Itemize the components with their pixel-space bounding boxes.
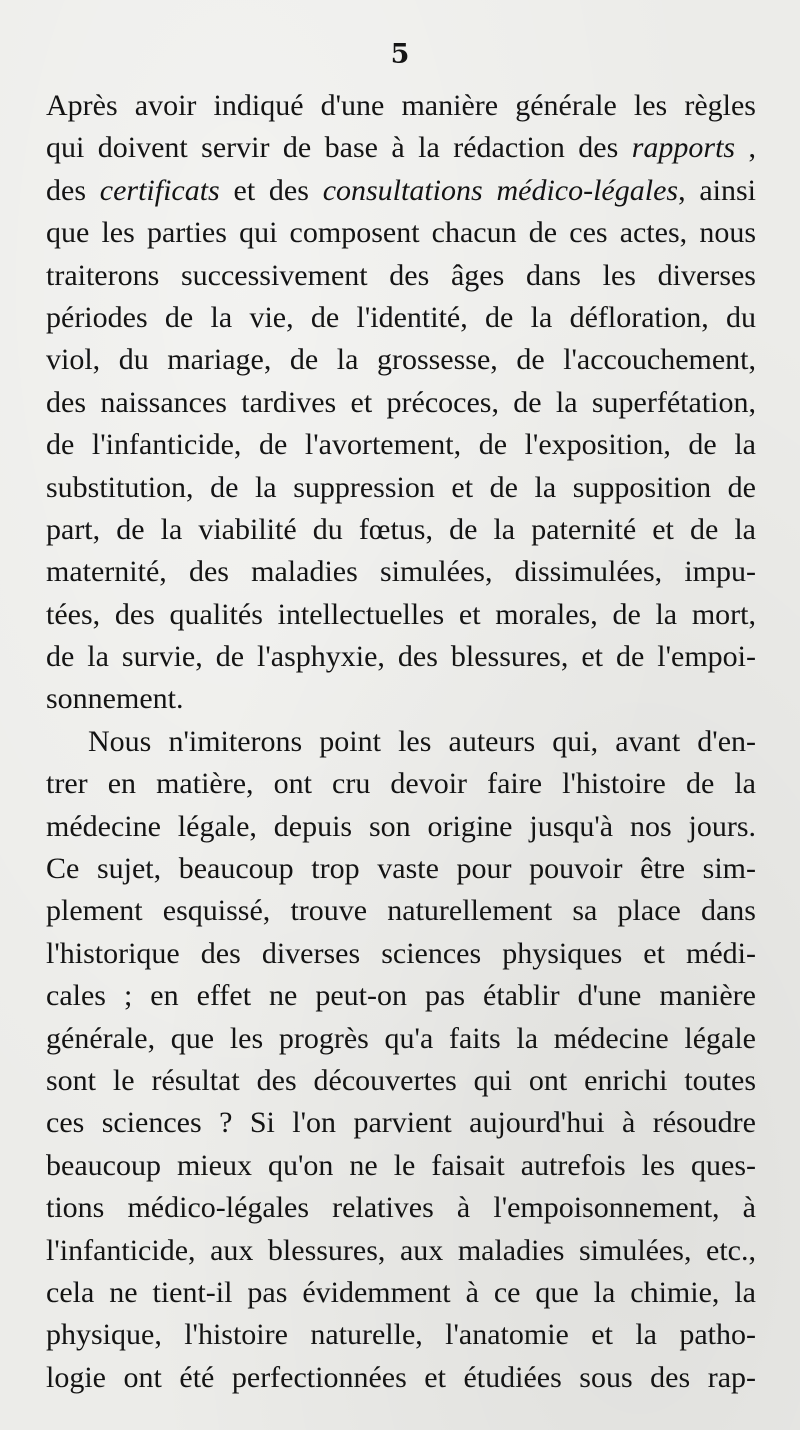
text-line: générale, que les progrès qu'a faits la médecine légale: [46, 1021, 756, 1055]
text-line: viol, du mariage, de la grossesse, de l'accouchement,: [46, 343, 756, 377]
text-line: cales ; en effet ne peut-on pas établir d'une manière: [46, 979, 756, 1013]
text-line: qui doivent servir de base à la rédaction des rapports ,: [46, 131, 756, 165]
text-line: physique, l'histoire naturelle, l'anatomie et la patho-: [46, 1318, 756, 1352]
page-number: 5: [390, 39, 410, 70]
body-text: [46, 85, 756, 1399]
text-line: sonnement.: [46, 682, 184, 716]
text-line: de l'infanticide, de l'avortement, de l'exposition, de la: [46, 428, 756, 462]
text-line: Nous n'imiterons point les auteurs qui, avant d'en-: [88, 724, 756, 758]
text-line: tions médico-légales relatives à l'empoisonnement, à: [46, 1191, 756, 1225]
text-line: tées, des qualités intellectuelles et morales, de la mort,: [46, 597, 756, 631]
text-line: part, de la viabilité du fœtus, de la paternité et de la: [46, 512, 756, 546]
text-line: périodes de la vie, de l'identité, de la défloration, du: [46, 300, 756, 334]
text-line: des certificats et des consultations médico-légales, ainsi: [46, 173, 756, 207]
text-line: l'infanticide, aux blessures, aux maladies simulées, etc.,: [46, 1233, 756, 1267]
text-line: sont le résultat des découvertes qui ont enrichi toutes: [46, 1063, 756, 1097]
text-line: médecine légale, depuis son origine jusqu'à nos jours.: [46, 809, 756, 843]
text-line: Après avoir indiqué d'une manière générale les règles: [46, 89, 756, 122]
text-line: ces sciences ? Si l'on parvient aujourd'hui à résoudre: [46, 1106, 756, 1140]
text-line: l'historique des diverses sciences physiques et médi-: [46, 936, 756, 970]
text-line: cela ne tient-il pas évidemment à ce que la chimie, la: [46, 1275, 756, 1309]
text-line: de la survie, de l'asphyxie, des blessures, et de l'empoi-: [46, 640, 756, 674]
text-line: plement esquissé, trouve naturellement sa place dans: [46, 894, 756, 928]
text-line: Ce sujet, beaucoup trop vaste pour pouvoir être sim-: [46, 852, 756, 886]
text-line: maternité, des maladies simulées, dissimulées, impu-: [46, 555, 756, 589]
text-line: beaucoup mieux qu'on ne le faisait autrefois les ques-: [46, 1148, 756, 1182]
text-line: substitution, de la suppression et de la supposition de: [46, 470, 756, 504]
text-line: que les parties qui composent chacun de ces actes, nous: [46, 216, 756, 250]
text-line: traiterons successivement des âges dans les diverses: [46, 258, 756, 292]
text-line: logie ont été perfectionnées et étudiées sous des rap-: [46, 1360, 756, 1394]
text-line: des naissances tardives et précoces, de la superfétation,: [46, 385, 756, 419]
text-line: trer en matière, ont cru devoir faire l'histoire de la: [46, 767, 756, 801]
